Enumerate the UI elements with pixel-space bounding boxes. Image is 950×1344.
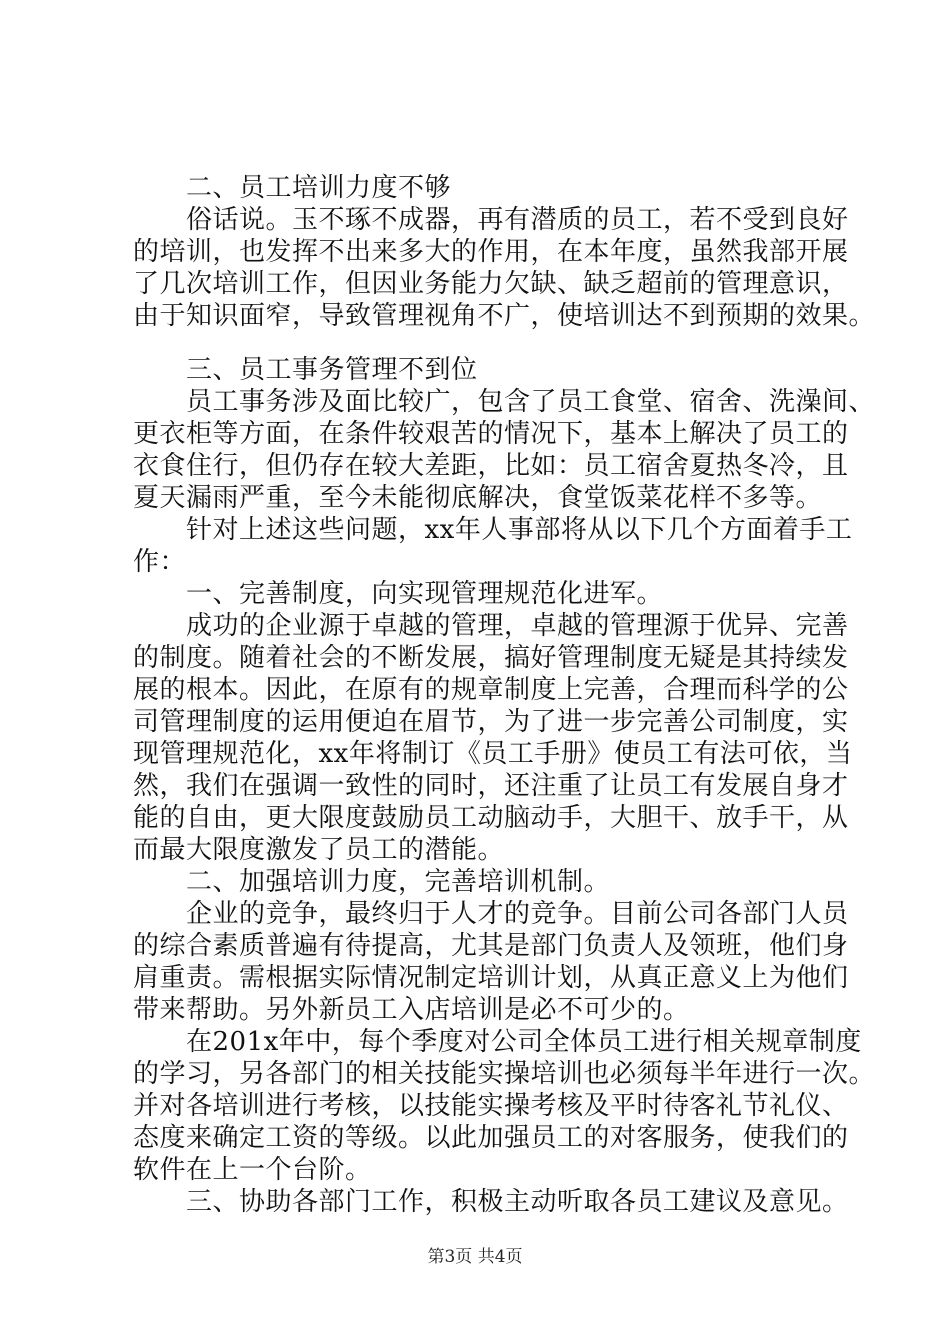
text-line: 三、协助各部门工作，积极主动听取各员工建议及意见。: [133, 1187, 849, 1217]
text-line: 了几次培训工作，但因业务能力欠缺、缺乏超前的管理意识，: [133, 269, 849, 299]
text-line: 三、员工事务管理不到位: [133, 355, 478, 385]
page-footer: 第3页 共4页: [427, 1247, 523, 1267]
paragraph-gap: [133, 332, 853, 354]
text-line: 并对各培训进行考核，以技能实操考核及平时待客礼节礼仪、: [133, 1091, 849, 1121]
text-line: 的学习，另各部门的相关技能实操培训也必须每半年进行一次。: [133, 1059, 876, 1089]
text-line: 司管理制度的运用便迫在眉节，为了进一步完善公司制度，实: [133, 707, 849, 737]
text-line: 的制度。随着社会的不断发展，搞好管理制度无疑是其持续发: [133, 643, 849, 673]
text-line: 态度来确定工资的等级。以此加强员工的对客服务，使我们的: [133, 1123, 849, 1153]
document-body: [133, 172, 876, 1218]
text-line: 俗话说。玉不琢不成器，再有潜质的员工，若不受到良好: [133, 205, 849, 235]
text-line: 的培训，也发挥不出来多大的作用，在本年度，虽然我部开展: [133, 237, 849, 267]
text-line: 在201x年中，每个季度对公司全体员工进行相关规章制度: [133, 1027, 862, 1057]
text-line: 夏天漏雨严重，至今未能彻底解决，食堂饭菜花样不多等。: [133, 483, 823, 513]
text-line: 员工事务涉及面比较广，包含了员工食堂、宿舍、洗澡间、: [133, 387, 876, 417]
text-line: 肩重责。需根据实际情况制定培训计划，从真正意义上为他们: [133, 963, 849, 993]
text-line: 现管理规范化，xx年将制订《员工手册》使员工有法可依，当: [133, 739, 853, 769]
text-line: 能的自由，更大限度鼓励员工动脑动手，大胆干、放手干，从: [133, 803, 849, 833]
text-line: 二、员工培训力度不够: [133, 173, 452, 203]
text-line: 二、加强培训力度，完善培训机制。: [133, 867, 611, 897]
text-line: 更衣柜等方面，在条件较艰苦的情况下，基本上解决了员工的: [133, 419, 849, 449]
text-line: 展的根本。因此，在原有的规章制度上完善，合理而科学的公: [133, 675, 849, 705]
text-line: 针对上述这些问题，xx年人事部将从以下几个方面着手工: [133, 515, 853, 545]
text-line: 衣食住行，但仍存在较大差距，比如：员工宿舍夏热冬冷，且: [133, 451, 849, 481]
text-line: 软件在上一个台阶。: [133, 1155, 372, 1185]
text-line: 由于知识面窄，导致管理视角不广，使培训达不到预期的效果。: [133, 301, 876, 331]
text-line: 作：: [133, 547, 187, 577]
text-line: 一、完善制度，向实现管理规范化进军。: [133, 579, 664, 609]
text-line: 而最大限度激发了员工的潜能。: [133, 835, 505, 865]
text-line: 的综合素质普遍有待提高，尤其是部门负责人及领班，他们身: [133, 931, 849, 961]
text-line: 带来帮助。另外新员工入店培训是必不可少的。: [133, 995, 690, 1025]
text-line: 然，我们在强调一致性的同时，还注重了让员工有发展自身才: [133, 771, 849, 801]
text-line: 企业的竞争，最终归于人才的竞争。目前公司各部门人员: [133, 899, 849, 929]
text-line: 成功的企业源于卓越的管理，卓越的管理源于优异、完善: [133, 611, 849, 641]
